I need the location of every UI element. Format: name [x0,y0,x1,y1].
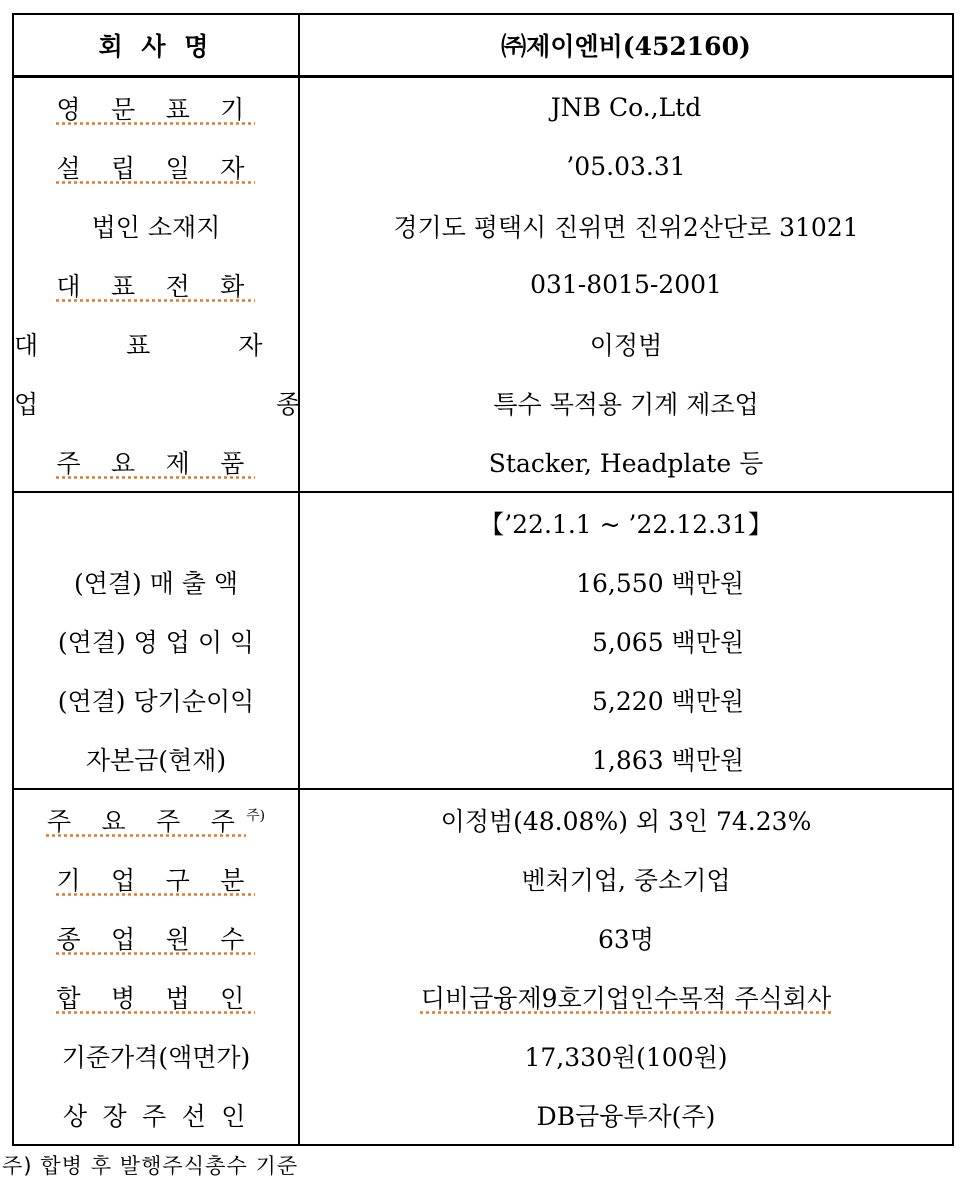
row-label: 합 병 법 인 [56,983,256,1013]
row-label: 종 업 원 수 [56,924,256,954]
row-value: 경기도 평택시 진위면 진위2산단로 31021 [393,212,859,242]
row-value: JNB Co.,Ltd [550,93,702,122]
table-row [13,137,953,196]
row-value: 16,550 백만원 [576,568,744,598]
row-label: 법인 소재지 [91,212,221,242]
row-label: (연결) 매 출 액 [73,568,239,598]
row-value: 디비금융제9호기업인수목적 주식회사 [420,983,832,1013]
footnote-marker: 주) [246,807,266,824]
table-row [13,789,953,849]
table-row [13,611,953,670]
table-row [13,492,953,552]
header-label: 회 사 명 [13,14,299,77]
row-label: 기 업 구 분 [56,865,256,895]
row-label: 자본금(현재) [85,745,227,775]
table-row [13,670,953,729]
row-value: DB금융투자(주) [536,1101,716,1131]
company-info-table [12,13,954,1146]
row-label: 기준가격(액면가) [61,1042,251,1072]
row-label: 대 표 자 [14,330,303,360]
row-label: (연결) 당기순이익 [57,686,255,716]
footnote: 주) 합병 후 발행주식총수 기준 [2,1154,299,1178]
table-row [13,255,953,314]
row-value: 이정범 [589,330,663,360]
table-row [13,908,953,967]
row-label: 영 문 표 기 [56,94,256,124]
row-label: 대 표 전 화 [56,271,256,301]
fiscal-period: 【’22.1.1 ~ ’22.12.31】 [479,509,773,539]
table-row [13,432,953,492]
row-value: ’05.03.31 [566,152,686,181]
header-row [13,14,953,77]
table-row [13,196,953,255]
company-name: ㈜제이엔비(452160) [299,14,953,77]
table-row [13,1085,953,1145]
table-row [13,729,953,789]
table-row [13,967,953,1026]
row-label: 설 립 일 자 [56,153,256,183]
row-label: 상 장 주 선 인 [62,1101,250,1131]
row-value: 1,863 백만원 [592,745,744,775]
row-value: 특수 목적용 기계 제조업 [493,389,759,419]
row-value: Stacker, Headplate 등 [488,448,764,478]
row-value: 이정범(48.08%) 외 3인 74.23% [440,806,812,836]
row-value: 17,330원(100원) [524,1042,728,1072]
table-row [13,373,953,432]
row-label: (연결) 영 업 이 익 [57,627,255,657]
table-row [13,77,953,138]
table-row [13,552,953,611]
table-row [13,1026,953,1085]
row-value: 5,220 백만원 [592,686,744,716]
table-row [13,314,953,373]
row-value: 벤처기업, 중소기업 [521,865,731,895]
row-value: 5,065 백만원 [592,627,744,657]
row-label: 업 종 [14,389,416,419]
row-value: 63명 [598,924,654,954]
row-label: 주 요 주 주 [46,806,247,836]
row-label: 주 요 제 품 [56,448,256,478]
table-row [13,849,953,908]
row-value: 031-8015-2001 [530,270,722,299]
